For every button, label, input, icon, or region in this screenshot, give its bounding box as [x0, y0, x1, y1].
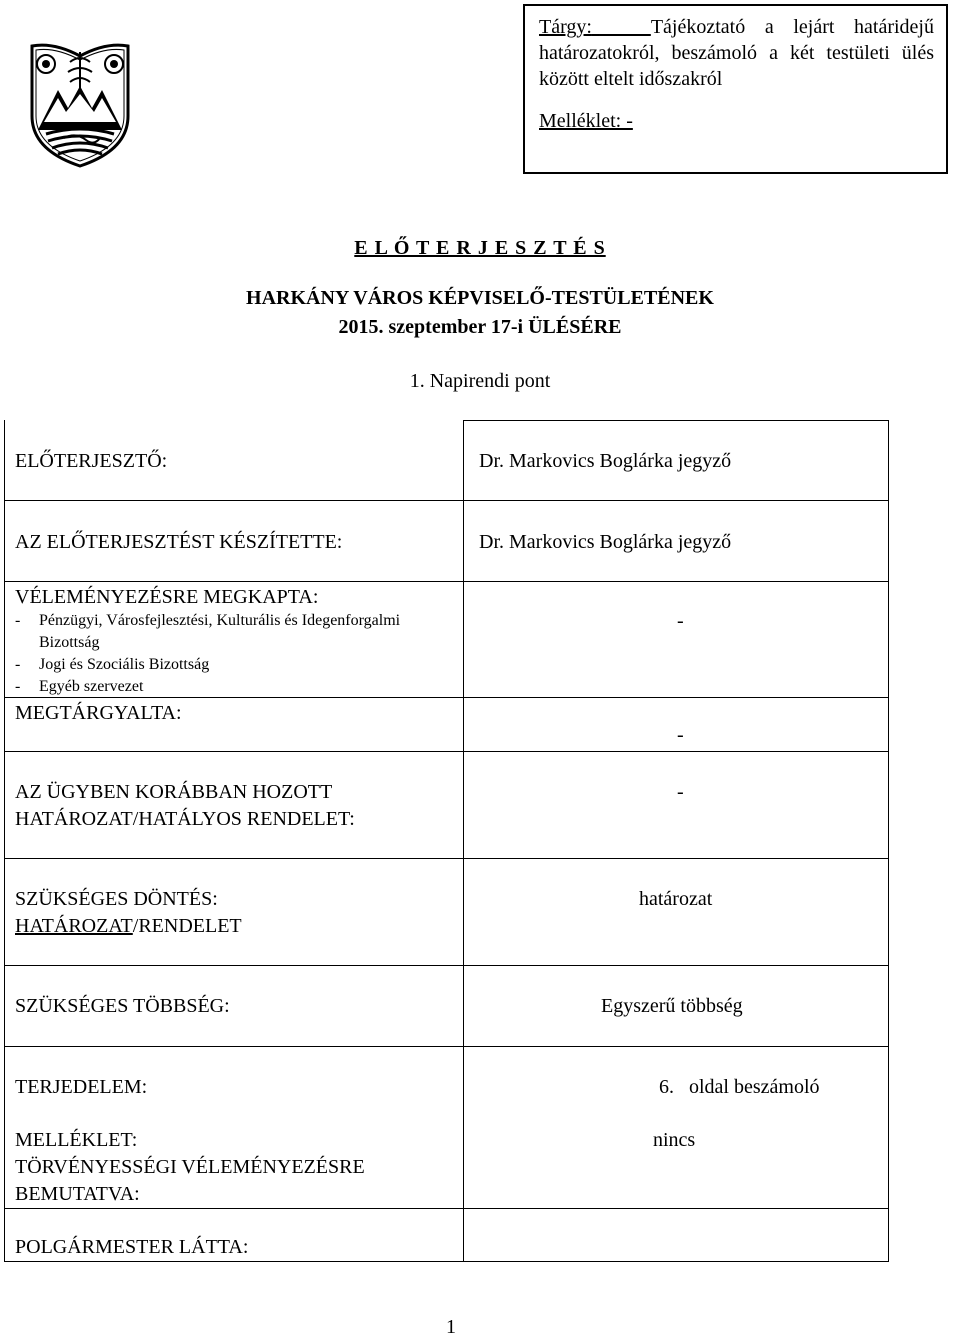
row-mayor-seen — [4, 1209, 889, 1262]
subject-label: Tárgy: — [539, 16, 592, 38]
row-review — [4, 582, 889, 698]
discussed-value: - — [677, 724, 684, 746]
legality-review-label: TÖRVÉNYESSÉGI VÉLEMÉNYEZÉSRE BEMUTATVA: — [15, 1156, 365, 1205]
row-presenter — [4, 420, 889, 501]
review-list-item: - Egyéb szervezet — [15, 678, 144, 695]
document-title: E L Ő T E R J E S Z T É S — [354, 237, 606, 259]
previous-decisions-value: - — [677, 781, 684, 803]
row-prepared-by — [4, 501, 889, 582]
row-previous-decisions — [4, 752, 889, 859]
row-discussed — [4, 698, 889, 752]
row-required-decision — [4, 859, 889, 966]
prepared-by-label: AZ ELŐTERJESZTÉST KÉSZÍTETTE: — [15, 531, 343, 553]
session-date: 2015. szeptember 17-i ÜLÉSÉRE — [338, 316, 622, 338]
council-heading: HARKÁNY VÁROS KÉPVISELŐ-TESTÜLETÉNEK — [246, 287, 714, 309]
review-list-item: - Pénzügyi, Városfejlesztési, Kulturális és Idegenforgalmi Bizottság — [15, 612, 401, 651]
review-list — [15, 610, 435, 698]
row-majority — [4, 966, 889, 1047]
length-value: 6. oldal beszámoló — [659, 1076, 820, 1098]
length-label: TERJEDELEM: — [15, 1076, 148, 1098]
prepared-by-value: Dr. Markovics Boglárka jegyző — [479, 531, 732, 553]
subject-attachment: Melléklet: - — [539, 110, 633, 132]
review-list-item: - Jogi és Szociális Bizottság — [15, 656, 210, 673]
page-number: 1 — [446, 1316, 456, 1338]
agenda-item: 1. Napirendi pont — [409, 370, 551, 392]
annex-value: nincs — [653, 1129, 696, 1151]
coat-of-arms-logo — [24, 38, 136, 170]
required-decision-value: határozat — [639, 888, 713, 910]
subject-text — [539, 14, 934, 92]
majority-value: Egyszerű többség — [601, 995, 743, 1017]
subject-description: Tájékoztató a lejárt határidejű határozatokról, beszámoló a két testületi ülés között eltelt időszakról — [539, 16, 934, 90]
review-label: VÉLEMÉNYEZÉSRE MEGKAPTA: — [15, 586, 319, 608]
required-decision-label: SZÜKSÉGES DÖNTÉS: HATÁROZAT/RENDELET — [15, 888, 242, 937]
mayor-seen-label: POLGÁRMESTER LÁTTA: — [15, 1236, 249, 1258]
subject-box — [523, 4, 948, 174]
review-value: - — [677, 610, 684, 632]
majority-label: SZÜKSÉGES TÖBBSÉG: — [15, 995, 230, 1017]
discussed-label: MEGTÁRGYALTA: — [15, 702, 182, 724]
annex-label: MELLÉKLET: — [15, 1129, 138, 1151]
presenter-label: ELŐTERJESZTŐ: — [15, 450, 168, 472]
row-length-annex — [4, 1047, 889, 1209]
previous-decisions-label: AZ ÜGYBEN KORÁBBAN HOZOTT HATÁROZAT/HATÁLYOS RENDELET: — [15, 781, 355, 830]
presenter-value: Dr. Markovics Boglárka jegyző — [479, 450, 732, 472]
